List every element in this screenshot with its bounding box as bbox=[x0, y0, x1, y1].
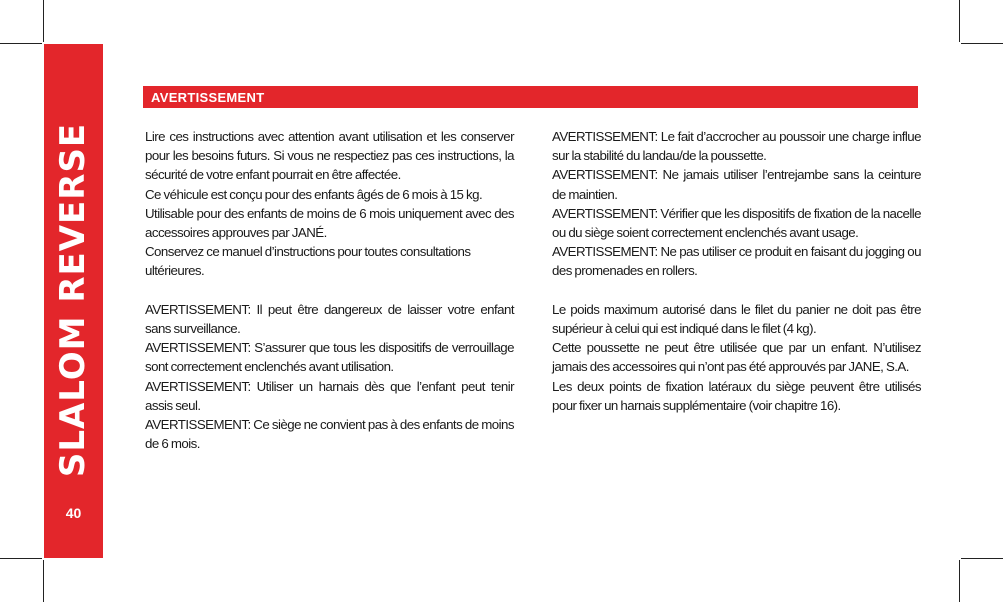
paragraph: Conservez ce manuel d’instructions pour toutes consultations ultérieures. bbox=[145, 244, 471, 279]
left-column bbox=[145, 127, 514, 453]
paragraph: AVERTISSEMENT: Il peut être dangereux de laisser votre enfant sans surveillance. bbox=[145, 301, 514, 337]
paragraph: AVERTISSEMENT: S’assurer que tous les dispositifs de verrouillage sont correctement enclenchés avant utilisation. bbox=[145, 340, 514, 375]
product-title: SLALOM REVERSE bbox=[53, 122, 93, 478]
page-number: 40 bbox=[65, 505, 82, 521]
paragraph: AVERTISSEMENT: Ce siège ne convient pas à des enfants de moins de 6 mois. bbox=[145, 417, 514, 452]
paragraph: Ce véhicule est conçu pour des enfants âgés de 6 mois à 15 kg. bbox=[145, 186, 483, 202]
paragraph: AVERTISSEMENT: Utiliser un harnais dès que l’enfant peut tenir assis seul. bbox=[145, 378, 514, 413]
paragraph: AVERTISSEMENT: Ne jamais utiliser l’entrejambe sans la ceinture de maintien. bbox=[552, 167, 921, 202]
paragraph: AVERTISSEMENT: Vérifier que les dispositifs de fixation de la nacelle ou du siège soient correctement enclenchés avant usage. bbox=[552, 205, 921, 241]
crop-mark-top-right-vertical bbox=[959, 0, 960, 42]
warning-banner: AVERTISSEMENT bbox=[143, 86, 918, 108]
paragraph: Cette poussette ne peut être utilisée que par un enfant. N’utilisez jamais des accessoires qui n’ont pas été approuvés par JANE, S.A. bbox=[552, 340, 921, 375]
crop-mark-top-left-vertical bbox=[43, 0, 44, 42]
crop-mark-bottom-left-vertical bbox=[43, 560, 44, 602]
paragraph: Utilisable pour des enfants de moins de 6 mois uniquement avec des accessoires approuves par JANÉ. bbox=[145, 205, 514, 241]
crop-mark-bottom-right-horizontal bbox=[961, 558, 1003, 559]
paragraph: AVERTISSEMENT: Ne pas utiliser ce produit en faisant du jogging ou des promenades en rollers. bbox=[552, 244, 921, 279]
crop-mark-bottom-right-vertical bbox=[959, 560, 960, 602]
crop-mark-top-left-horizontal bbox=[0, 43, 42, 44]
paragraph: Le poids maximum autorisé dans le filet du panier ne doit pas être supérieur à celui qui est indiqué dans le filet (4 kg). bbox=[552, 301, 921, 337]
paragraph: Lire ces instructions avec attention avant utilisation et les conserver pour les besoins futurs. Si vous ne respectiez pas ces instructions, la sécurité de votre enfant pourrait en être affectée. bbox=[145, 129, 514, 183]
paragraph: AVERTISSEMENT: Le fait d’accrocher au poussoir une charge influe sur la stabilité du landau/de la poussette. bbox=[552, 129, 921, 164]
crop-mark-top-right-horizontal bbox=[961, 43, 1003, 44]
crop-mark-bottom-left-horizontal bbox=[0, 558, 42, 559]
right-column bbox=[552, 127, 921, 415]
paragraph: Les deux points de fixation latéraux du siège peuvent être utilisés pour fixer un harnais supplémentaire (voir chapitre 16). bbox=[552, 378, 921, 413]
